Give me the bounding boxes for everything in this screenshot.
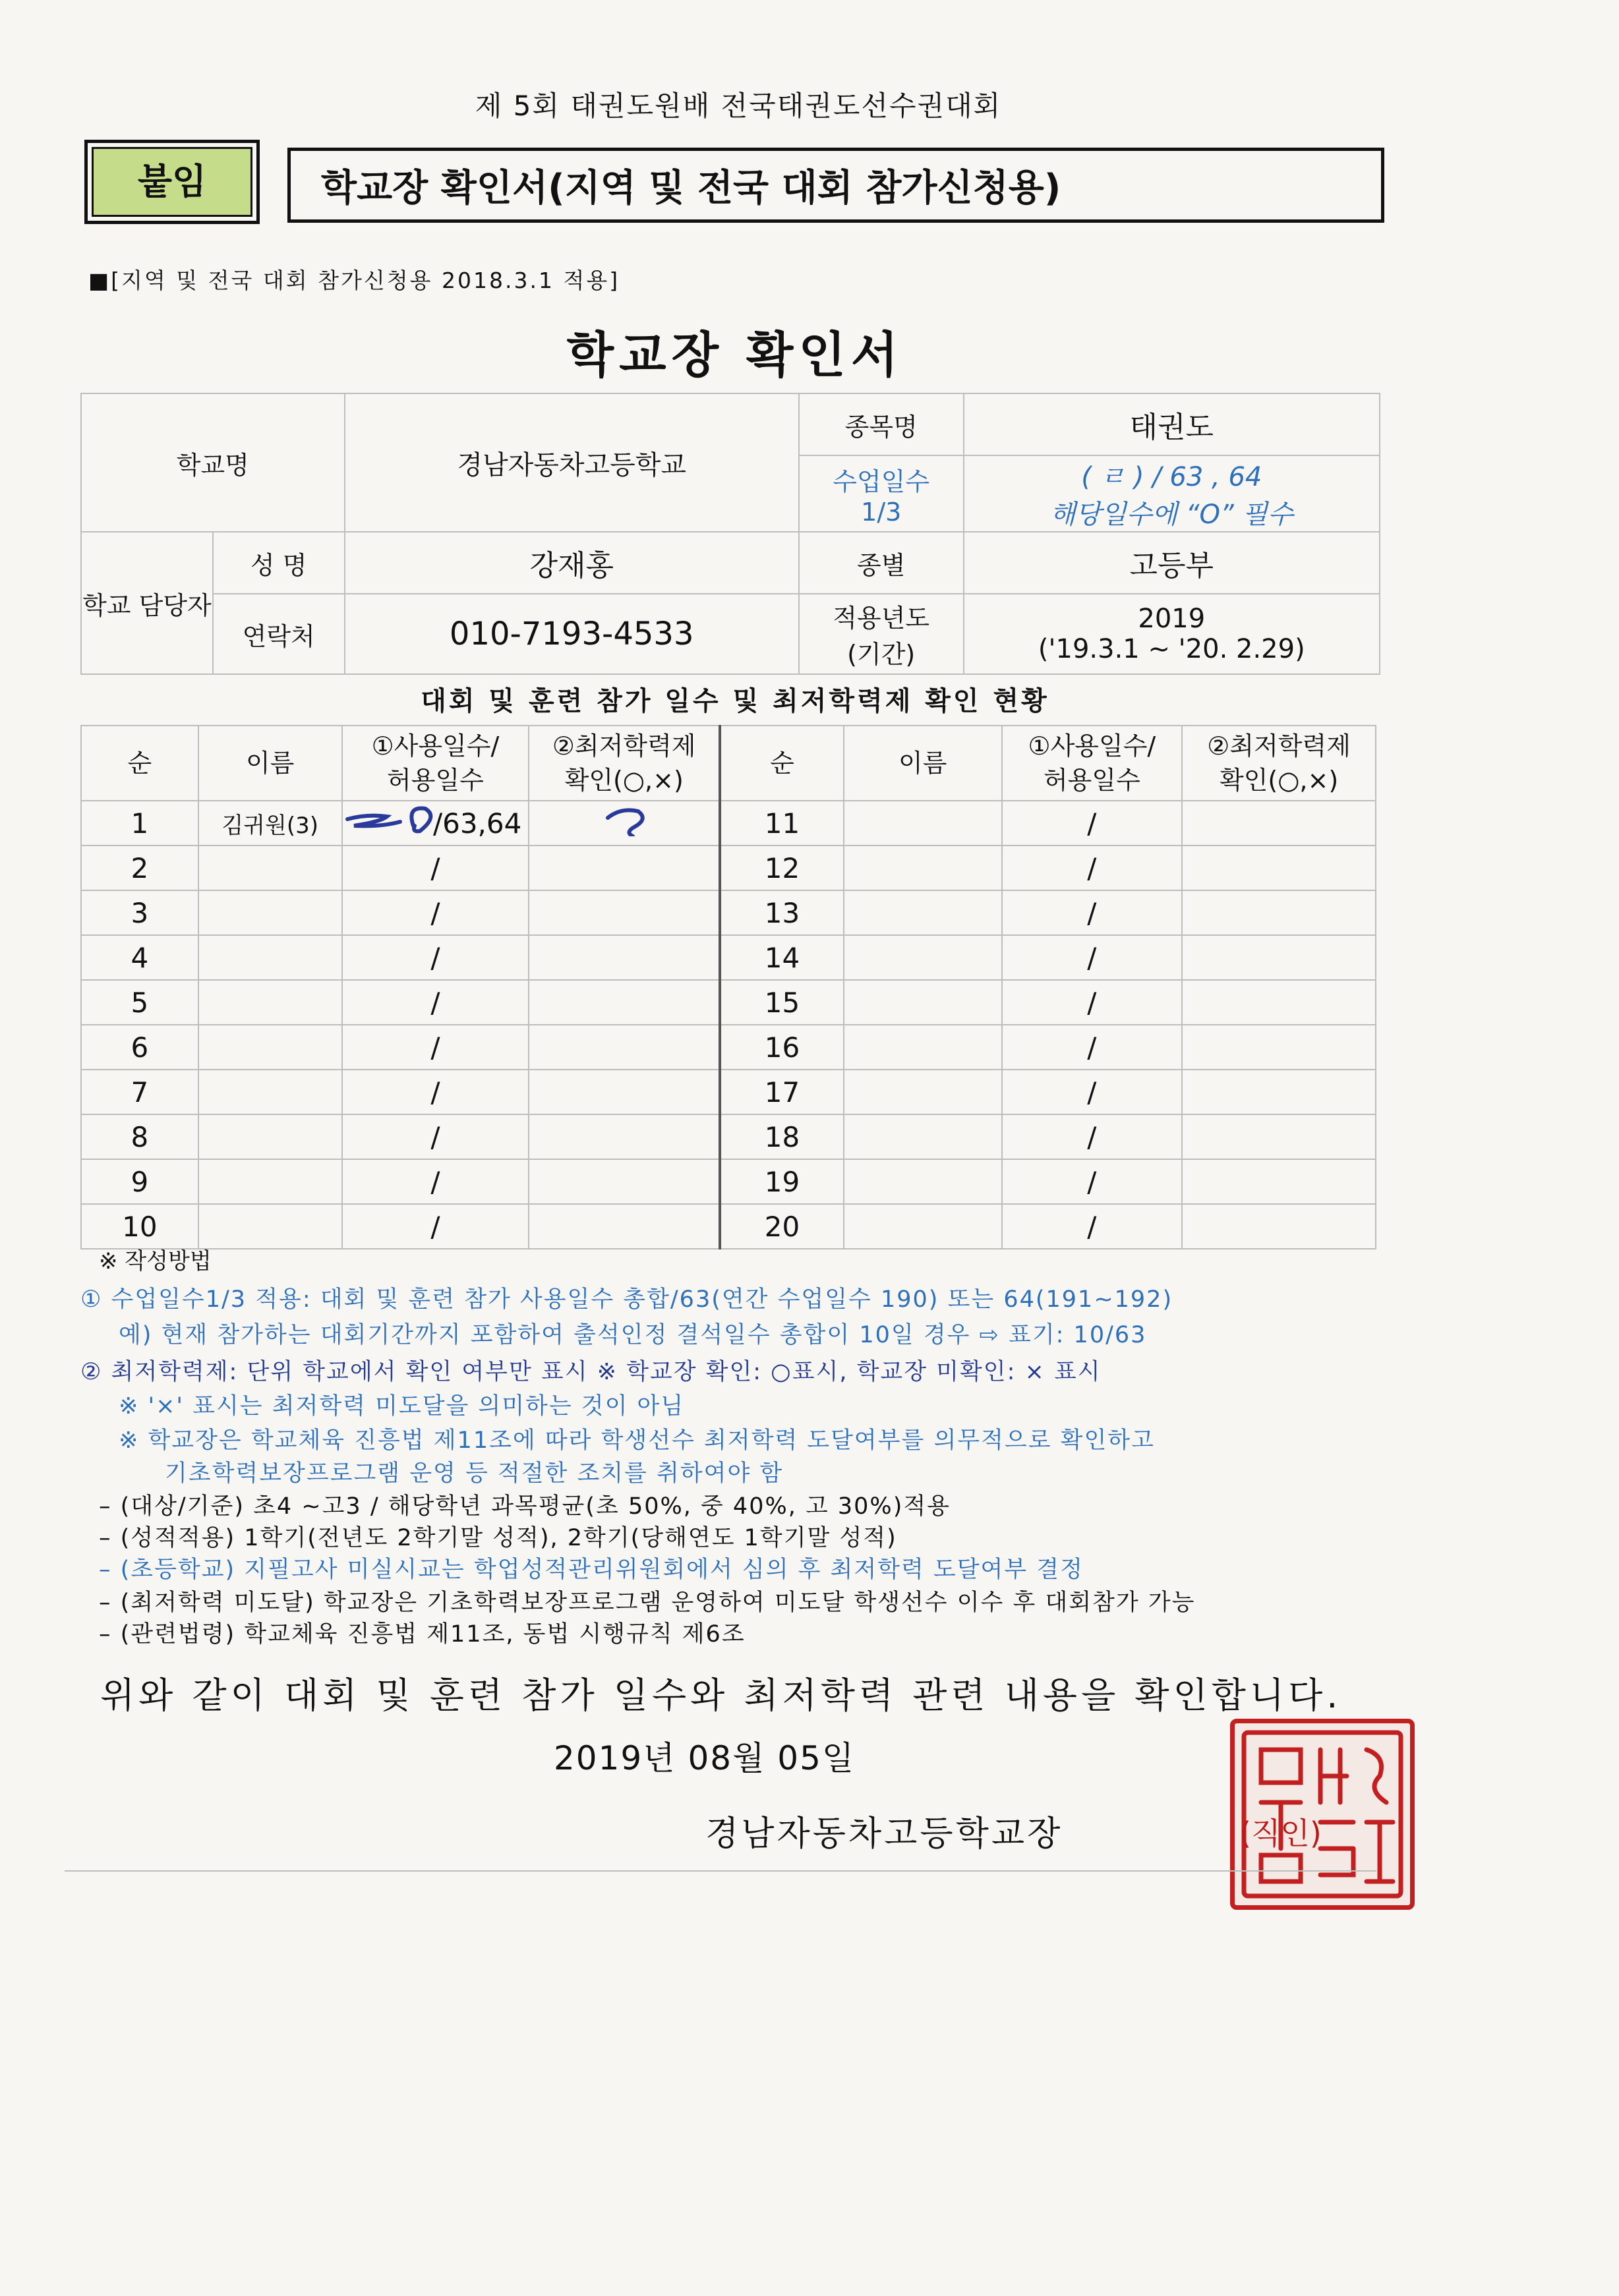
bottom-divider [65,1870,1376,1872]
row-min [1182,1070,1376,1114]
table-row [81,1114,1376,1159]
row-name: 김귀원(3) [198,801,342,846]
class-days-ratio: 1/3 [861,497,902,527]
period-value: ('19.3.1 ~ '20. 2.29) [1038,634,1305,664]
row-min [1182,890,1376,935]
row-name [844,1114,1002,1159]
row-name [844,1159,1002,1204]
apply-note: ■[지역 및 전국 대회 참가신청용 2018.3.1 적용] [88,268,620,293]
division-label: 종별 [799,532,964,594]
row-no: 6 [81,1025,198,1070]
row-no: 5 [81,980,198,1025]
row-name [198,1070,342,1114]
row-no: 20 [720,1204,844,1249]
year-value: 2019 [1138,604,1206,634]
col-days-line2: 허용일수 [387,766,484,795]
col-min-right-line1: ②최저학력제 [1207,732,1351,761]
method-line-2: 예) 현재 참가하는 대회기간까지 포함하여 출석인정 결석일수 총합이 10일 경우 ⇨ 표기: 10/63 [119,1322,1147,1348]
row-name [198,1159,342,1204]
row-no: 14 [720,935,844,980]
method-title: ※ 작성방법 [99,1248,212,1275]
row-name [844,1204,1002,1249]
row-days: / [1002,1114,1183,1159]
class-days-label: 수업일수 [833,467,930,496]
col-days-line1: ①사용일수/ [371,732,500,761]
row-days: / [342,935,529,980]
table-row [81,935,1376,980]
method-line-9: – (초등학교) 지필고사 미실시교는 학업성적관리위원회에서 심의 후 최저학력 도달여부 결정 [99,1557,1084,1583]
col-name-right: 이름 [844,726,1002,801]
method-line-7: – (대상/기준) 초4 ~고3 / 해당학년 과목평균(초 50%, 중 40%, 고 30%)적용 [99,1493,951,1520]
table-row [81,1204,1376,1249]
class-days-note: 해당일수에 “O” 필수 [1049,500,1293,530]
row-days: / [342,1114,529,1159]
col-days-right [1002,726,1183,801]
table-row [81,1159,1376,1204]
school-label: 학교명 [81,393,345,532]
row-name [844,980,1002,1025]
row-min [529,935,720,980]
row-min [529,801,720,846]
row-name [198,1025,342,1070]
row-days: / [1002,1204,1183,1249]
col-min [529,726,720,801]
row-no: 15 [720,980,844,1025]
row-min [529,1070,720,1114]
row-min [529,846,720,890]
row-no: 18 [720,1114,844,1159]
principal-name: 경남자동차고등학교장 [705,1814,1063,1854]
row-no: 2 [81,846,198,890]
row-min [1182,1114,1376,1159]
row-no: 16 [720,1025,844,1070]
row-days: / [342,1204,529,1249]
name-label: 성 명 [213,532,345,594]
class-days-value: ( ㄹ ) / 63 , 64 [1081,462,1262,492]
contact-label: 연락처 [213,594,345,674]
confirm-text: 위와 같이 대회 및 훈련 참가 일수와 최저학력 관련 내용을 확인합니다. [100,1675,1342,1716]
row-no: 13 [720,890,844,935]
row-min [529,1114,720,1159]
row-no: 8 [81,1114,198,1159]
table-row [81,1025,1376,1070]
row-no: 3 [81,890,198,935]
row-days: / [1002,980,1183,1025]
sport-value: 태권도 [964,393,1380,455]
row-min [1182,846,1376,890]
class-days-cell [799,455,964,532]
method-line-6: 기초학력보장프로그램 운영 등 적절한 조치를 취하여야 함 [165,1460,784,1487]
row-days: / [342,1159,529,1204]
participant-table [80,725,1376,1249]
col-min-line1: ②최저학력제 [552,732,696,761]
row-min [529,890,720,935]
class-days-value-cell [964,455,1380,532]
row-no: 12 [720,846,844,890]
table-row [81,980,1376,1025]
year-cell [799,594,964,674]
row-name [198,980,342,1025]
doc-title: 학교장 확인서 [566,327,904,384]
row-days: / [1002,846,1183,890]
table-row [81,1070,1376,1114]
year-label: 적용년도 [833,604,930,633]
row-name [198,846,342,890]
row-days [342,801,529,846]
handwritten-days-mark [341,799,440,839]
col-name: 이름 [198,726,342,801]
division-value: 고등부 [964,532,1380,594]
row-days: / [1002,1025,1183,1070]
row-min [1182,1159,1376,1204]
info-table [80,393,1380,675]
row-min [1182,1025,1376,1070]
document-date: 2019년 08월 05일 [554,1739,856,1777]
period-label: (기간) [847,640,916,669]
method-line-8: – (성적적용) 1학기(전년도 2학기말 성적), 2학기(당해연도 1학기말 성적) [99,1525,897,1551]
annex-label: 붙임 [84,140,260,224]
row-min [529,1159,720,1204]
col-min-line2: 확인(○,×) [564,766,684,795]
method-line-10: – (최저학력 미도달) 학교장은 기초학력보장프로그램 운영하여 미도달 학생선수 이수 후 대회참가 가능 [99,1590,1196,1616]
row-no: 1 [81,801,198,846]
contact-value: 010-7193-4533 [345,594,799,674]
seal-label: (직인) [1239,1816,1322,1851]
table-row [81,846,1376,890]
row-days: / [342,1025,529,1070]
row-days: / [1002,1159,1183,1204]
table-header-row [81,726,1376,801]
row-min [529,1025,720,1070]
event-title: 제 5회 태권도원배 전국태권도선수권대회 [475,90,1002,122]
method-line-3: ② 최저학력제: 단위 학교에서 확인 여부만 표시 ※ 학교장 확인: ○표시, 학교장 미확인: × 표시 [80,1359,1102,1385]
row-min [1182,980,1376,1025]
summary-heading: 대회 및 훈련 참가 일수 및 최저학력제 확인 현황 [421,686,1049,716]
row-min [1182,1204,1376,1249]
school-name: 경남자동차고등학교 [345,393,799,532]
row-days: / [1002,1070,1183,1114]
col-min-right [1182,726,1376,801]
row-min [1182,801,1376,846]
row-name [844,801,1002,846]
col-days-right-line2: 허용일수 [1043,766,1140,795]
row-name [844,846,1002,890]
method-line-1: ① 수업일수1/3 적용: 대회 및 훈련 참가 사용일수 총합/63(연간 수업일수 190) 또는 64(191~192) [80,1286,1173,1313]
col-no-right: 순 [720,726,844,801]
row-no: 9 [81,1159,198,1204]
row-min [1182,935,1376,980]
col-days [342,726,529,801]
col-days-right-line1: ①사용일수/ [1028,732,1156,761]
row-days: / [342,846,529,890]
row-days: / [1002,801,1183,846]
col-no: 순 [81,726,198,801]
row-days: / [1002,935,1183,980]
row-no: 7 [81,1070,198,1114]
row-days: / [342,1070,529,1114]
row-no: 19 [720,1159,844,1204]
col-min-right-line2: 확인(○,×) [1220,766,1339,795]
row-name [844,935,1002,980]
table-row [81,801,1376,846]
row-no: 11 [720,801,844,846]
year-value-cell [964,594,1380,674]
row-days-value: /63,64 [432,807,522,840]
row-name [844,1025,1002,1070]
method-line-5: ※ 학교장은 학교체육 진흥법 제11조에 따라 학생선수 최저학력 도달여부를 의무적으로 확인하고 [119,1427,1155,1454]
row-name [844,1070,1002,1114]
row-no: 4 [81,935,198,980]
row-name [198,1114,342,1159]
row-min [529,1204,720,1249]
row-days: / [342,890,529,935]
row-no: 10 [81,1204,198,1249]
staff-name: 강재홍 [345,532,799,594]
row-no: 17 [720,1070,844,1114]
row-name [844,890,1002,935]
staff-label: 학교 담당자 [81,532,213,674]
table-row [81,890,1376,935]
row-name [198,935,342,980]
form-title: 학교장 확인서(지역 및 전국 대회 참가신청용) [287,148,1384,223]
handwritten-circle-mark [595,803,654,836]
row-days: / [342,980,529,1025]
method-line-11: – (관련법령) 학교체육 진흥법 제11조, 동법 시행규칙 제6조 [99,1621,746,1648]
row-days: / [1002,890,1183,935]
row-name [198,890,342,935]
row-name [198,1204,342,1249]
row-min [529,980,720,1025]
sport-label: 종목명 [799,393,964,455]
method-line-4: ※ '×' 표시는 최저학력 미도달을 의미하는 것이 아님 [119,1393,685,1420]
